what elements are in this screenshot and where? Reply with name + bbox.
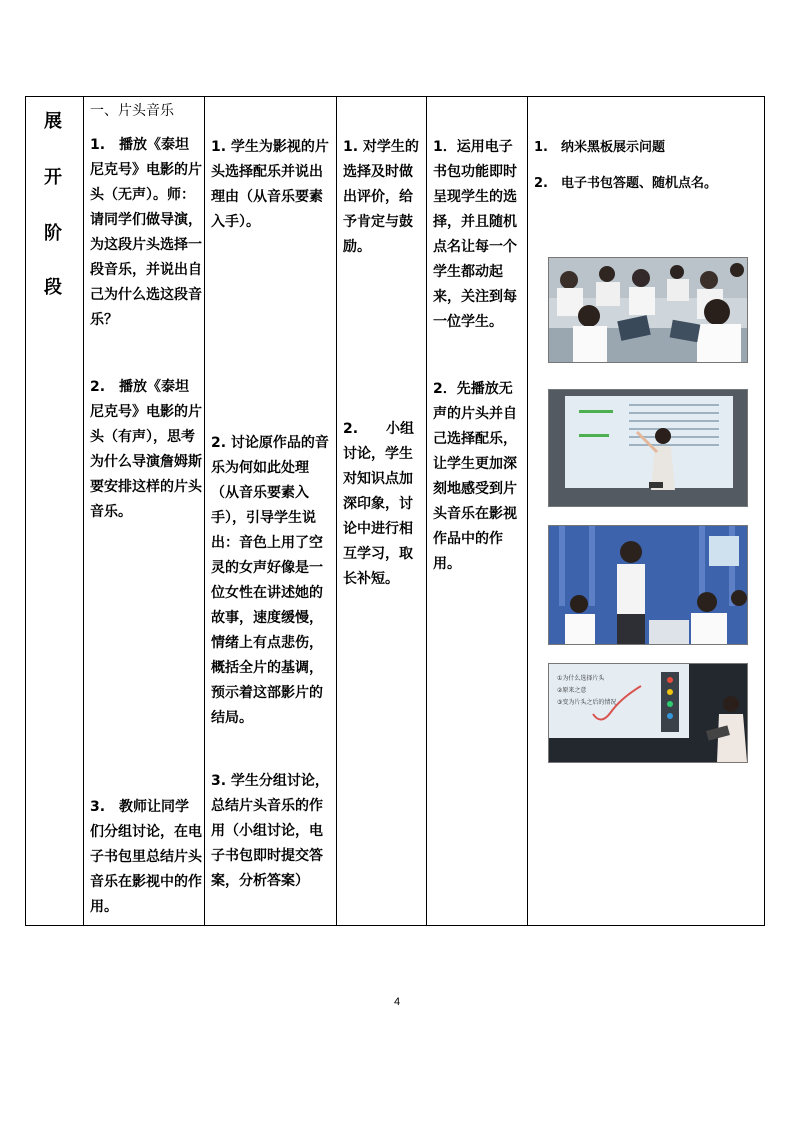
tech-use-1: 1．运用电子书包功能即时呈现学生的选择，并且随机点名让每一个学生都动起来，关注到每一位学生。 bbox=[433, 139, 517, 330]
content-item-2: 2. 播放《泰坦尼克号》电影的片头（有声），思考为什么导演詹姆斯要安排这样的片头音乐。 bbox=[90, 379, 202, 520]
screen-line-2: ②原来之意 bbox=[557, 687, 587, 694]
student-activity-1: 1. 学生为影视的片头选择配乐并说出理由（从音乐要素入手）。 bbox=[211, 139, 329, 230]
screen-line-1: ①为什么选择片头 bbox=[557, 675, 605, 682]
design-intent-1: 1. 对学生的选择及时做出评价，给予肯定与鼓励。 bbox=[343, 139, 419, 255]
screen-notes-photo bbox=[548, 663, 748, 763]
teacher-smartboard-photo bbox=[548, 389, 748, 507]
column-divider bbox=[83, 97, 84, 925]
page-number: 4 bbox=[393, 996, 401, 1008]
stage-char: 段 bbox=[44, 277, 62, 298]
student-activity-2: 2. 讨论原作品的音乐为何如此处理（从音乐要素入手），引导学生说出：音色上用了空灵的女声好像是一位女性在讲述她的故事，速度缓慢，情绪上有点悲伤，概括全片的基调，预示着这部影片的结局。 bbox=[211, 435, 329, 726]
student-activity-3: 3. 学生分组讨论，总结片头音乐的作用（小组讨论，电子书包即时提交答案，分析答案） bbox=[211, 773, 329, 889]
column-divider bbox=[336, 97, 337, 925]
content-item-1: 1. 播放《泰坦尼克号》电影的片头（无声）。师：请同学们做导演，为这段片头选择一段音乐，并说出自己为什么选这段音乐？ bbox=[90, 137, 202, 328]
section-heading: 一、片头音乐 bbox=[90, 103, 174, 119]
tech-use-2: 2．先播放无声的片头并自己选择配乐，让学生更加深刻地感受到片头音乐在影视作品中的作用。 bbox=[433, 381, 517, 572]
screen-line-3: ③变为片头之后的情况 bbox=[557, 699, 617, 706]
resource-item-1: 1. 纳米黑板展示问题 bbox=[534, 140, 665, 155]
design-intent-2: 2. 小组讨论，学生对知识点加深印象，讨论中进行相互学习，取长补短。 bbox=[343, 421, 415, 587]
classroom-students-photo bbox=[548, 257, 748, 363]
column-divider bbox=[426, 97, 427, 925]
student-speaking-photo bbox=[548, 525, 748, 645]
column-divider bbox=[204, 97, 205, 925]
stage-char: 展 bbox=[44, 111, 62, 132]
column-divider bbox=[527, 97, 528, 925]
content-item-3: 3. 教师让同学们分组讨论，在电子书包里总结片头音乐在影视中的作用。 bbox=[90, 799, 202, 915]
resource-item-2: 2. 电子书包答题、随机点名。 bbox=[534, 176, 717, 191]
stage-char: 阶 bbox=[44, 223, 62, 244]
stage-char: 开 bbox=[44, 167, 62, 188]
lesson-plan-table bbox=[25, 96, 765, 926]
